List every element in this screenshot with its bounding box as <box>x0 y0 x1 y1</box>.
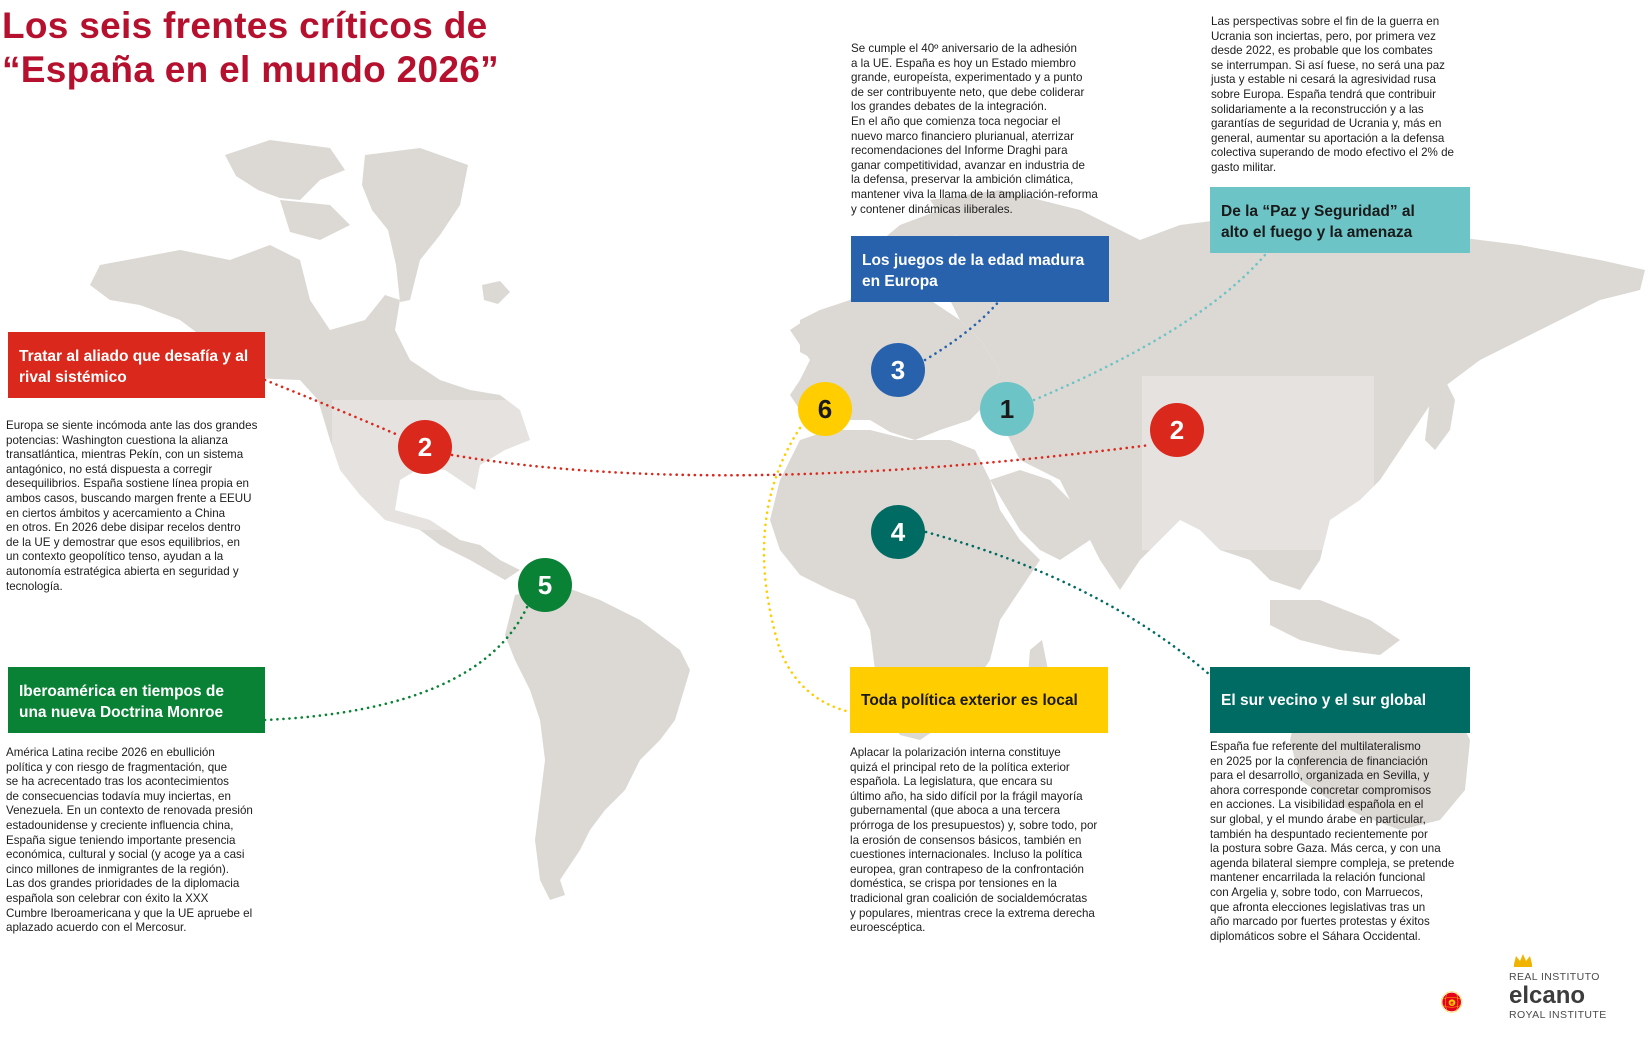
front-1-heading-line-2: alto el fuego y la amenaza <box>1221 224 1413 241</box>
marker-front-5[interactable]: 5 <box>518 558 572 612</box>
front-6-heading-box <box>850 667 1108 733</box>
page-title <box>2 4 499 92</box>
front-2-heading-box <box>8 332 265 398</box>
marker-front-3[interactable]: 3 <box>871 343 925 397</box>
front-2-heading-line-2: rival sistémico <box>19 369 127 386</box>
svg-text:e: e <box>1450 1000 1454 1007</box>
front-1-heading-box <box>1210 187 1470 253</box>
front-3-heading-line-2: en Europa <box>862 273 938 290</box>
front-5-heading-line-2: una nueva Doctrina Monroe <box>19 704 224 721</box>
front-3-description: Se cumple el 40º aniversario de la adhesión a la UE. España es hoy un Estado miembro grande, europeísta, experimentado y a punto de ser contribuyente neto, que debe coliderar los grandes debates de la integración. En el año que comienza toca negociar el nuevo marco financiero plurianual, aterrizar recomendaciones del Informe Draghi para ganar competitividad, avanzar en industria de la defensa, preservar la ambición climática, mantener viva la llama de la ampliación-reforma y contener dinámicas iliberales. <box>851 42 1098 216</box>
southeast-asia <box>1270 600 1400 655</box>
front-5-heading-line-1: Iberoamérica en tiempos de <box>19 683 225 700</box>
front-1-description: Las perspectivas sobre el fin de la guerra en Ucrania son inciertas, pero, por primera vez desde 2022, es probable que los combates se interrumpan. Si así fuese, no será una paz justa y estable ni cesará la agresividad rusa sobre Europa. España tendrá que contribuir solidariamente a la reconstrucción y a las garantías de seguridad de Ucrania y, más en general, aumentar su aportación a la defensa colectiva superando de modo efectivo el 2% de gasto militar. <box>1211 15 1454 174</box>
front-4-description: España fue referente del multilateralismo en 2025 por la conferencia de financiación para el desarrollo, organizada en Sevilla, y ahora corresponde concretar compromisos en acciones. La visibilidad española en el sur global, y el mundo árabe en particular, también ha despuntado recientemente por la postura sobre Gaza. Más cerca, y con una agenda bilateral siempre compleja, se pretende mantener encarrilada la relación funcional con Argelia y, sobre todo, con Marruecos, que afronta elecciones legislativas tras un año marcado por fuertes protestas y éxitos diplomáticos sobre el Sáhara Occidental. <box>1210 740 1455 943</box>
canadian-arctic <box>225 140 345 200</box>
marker-front-6[interactable]: 6 <box>798 382 852 436</box>
front-4-heading-line-1: El sur vecino y el sur global <box>1221 692 1427 709</box>
marker-front-2-china[interactable]: 2 <box>1150 403 1204 457</box>
front-6-description: Aplacar la polarización interna constituye quizá el principal reto de la política exterior española. La legislatura, que encara su último año, ha sido difícil por la frágil mayoría gubernamental (que aboca a una tercera prórroga de los presupuestos) y, sobre todo, por la erosión de consensos básicos, también en cuestiones internacionales. Incluso la política europea, gran contrapeso de la confrontación doméstica, se crispa por tensiones en la tradicional gran coalición de socialdemócratas y populares, mientras crece la extrema derecha euroescéptica. <box>850 746 1098 935</box>
marker-front-4[interactable]: 4 <box>871 505 925 559</box>
front-5-description: América Latina recibe 2026 en ebullición política y con riesgo de fragmentación, que se ha acrecentado tras los acontecimientos de consecuencias todavía muy inciertas, en Venezuela. En un contexto de renovada presión estadounidense y creciente influencia china, España sigue teniendo importante presencia económica, cultural y social (y acoge ya a casi cinco millones de inmigrantes de la región). Las dos grandes prioridades de la diplomacia española son celebrar con éxito la XXX Cumbre Iberoamericana y que la UE apruebe el aplazado acuerdo con el Mercosur. <box>6 746 253 935</box>
connector-front-5 <box>265 605 528 720</box>
elcano-globe-icon <box>1440 966 1510 1036</box>
marker-front-1[interactable]: 1 <box>980 382 1034 436</box>
front-6-heading-line-1: Toda política exterior es local <box>861 692 1078 709</box>
front-1-heading-line-1: De la “Paz y Seguridad” al <box>1221 203 1415 220</box>
greenland <box>362 148 468 302</box>
south-america <box>505 585 690 900</box>
front-3-heading-line-1: Los juegos de la edad madura <box>862 252 1085 269</box>
logo-wordmark: REAL INSTITUTO elcano ROYAL INSTITUTE <box>1509 971 1607 1021</box>
front-2-heading-line-1: Tratar al aliado que desafía y al <box>19 348 249 365</box>
marker-front-2-usa[interactable]: 2 <box>398 420 452 474</box>
front-4-heading-box <box>1210 667 1470 733</box>
front-5-heading-box <box>8 667 265 733</box>
front-2-description: Europa se siente incómoda ante las dos grandes potencias: Washington cuestiona la alianza transatlántica, mientras Pekín, con un sistema antagónico, no está dispuesta a corregir desequilibrios. España sostiene línea propia en ambos casos, buscando margen frente a EEUU en ciertos ámbitos y acercamiento a China en otros. En 2026 debe disipar recelos dentro de la UE y demostrar que esos equilibrios, en un contexto geopolítico tenso, ayudan a la autonomía estratégica abierta en seguridad y tecnología. <box>6 419 258 593</box>
front-3-heading-box <box>851 236 1109 302</box>
iceland <box>482 281 510 304</box>
title-line-2: “España en el mundo 2026” <box>2 49 499 90</box>
crown-icon <box>1512 952 1534 968</box>
title-line-1: Los seis frentes críticos de <box>2 5 488 46</box>
